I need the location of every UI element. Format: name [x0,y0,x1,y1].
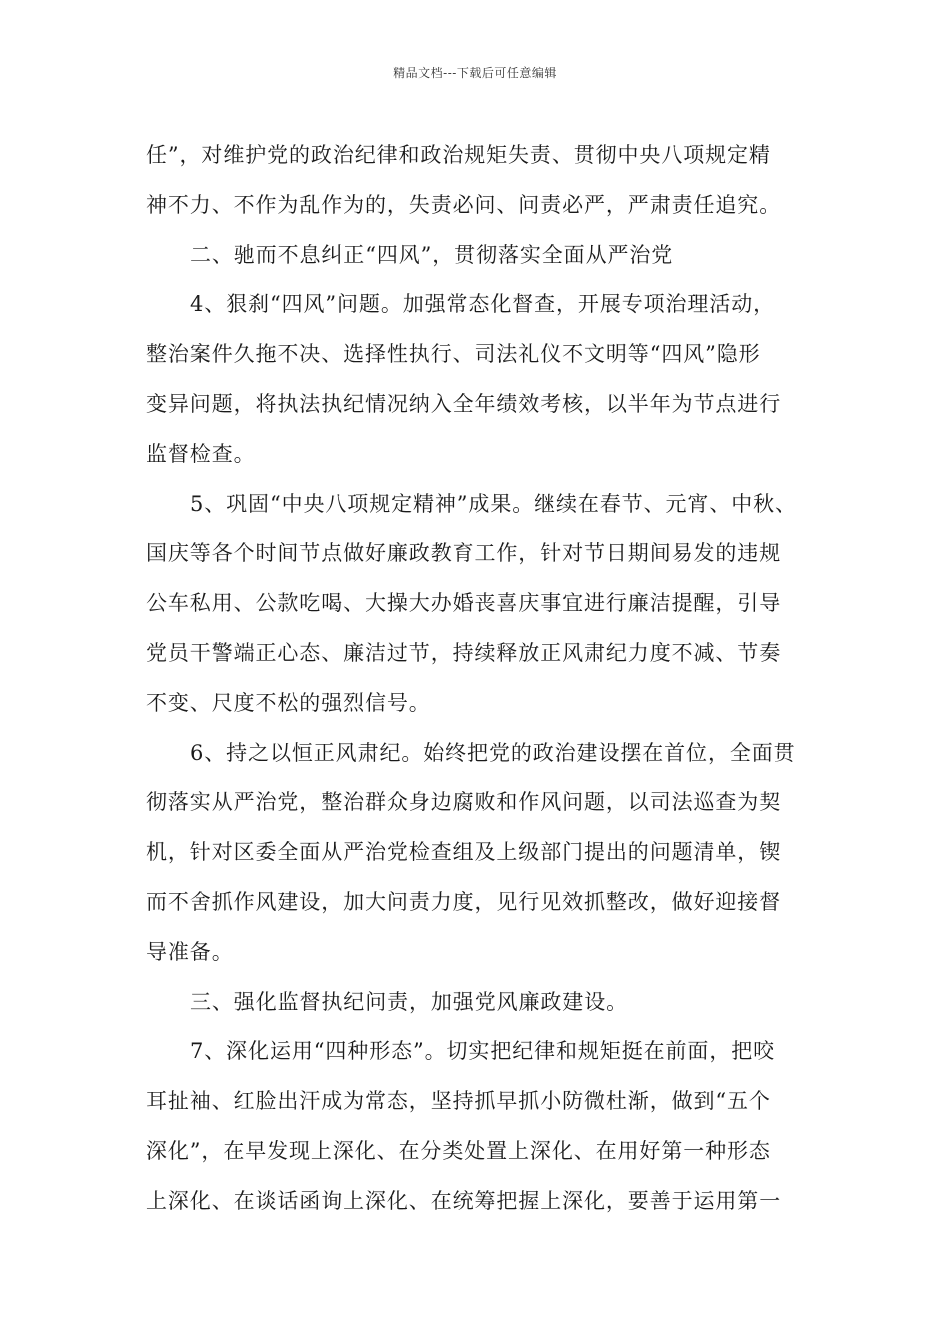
text-line: 上深化、在谈话函询上深化、在统筹把握上深化，要善于运用第一 [146,1188,782,1213]
text-line: 而不舍抓作风建设，加大问责力度，见行见效抓整改，做好迎接督 [146,889,782,914]
text-line: 神不力、不作为乱作为的，失责必问、问责必严，严肃责任追究。 [146,192,782,217]
text-line: 二、驰而不息纠正“四风”，贯彻落实全面从严治党 [190,242,674,267]
text-line: 彻落实从严治党，整治群众身边腐败和作风问题，以司法巡查为契 [146,790,782,815]
text-line: 导准备。 [146,939,234,964]
text-line: 公车私用、公款吃喝、大操大办婚丧喜庆事宜进行廉洁提醒，引导 [146,591,782,616]
document-body [146,131,806,1227]
text-line: 国庆等各个时间节点做好廉政教育工作，针对节日期间易发的违规 [146,541,782,566]
text-line: 4、狠刹“四风”问题。加强常态化督查，开展专项治理活动， [190,292,776,317]
text-line: 整治案件久拖不决、选择性执行、司法礼仪不文明等“四风”隐形 [146,342,761,367]
text-line: 深化”，在早发现上深化、在分类处置上深化、在用好第一种形态 [146,1138,771,1163]
text-line: 任”，对维护党的政治纪律和政治规矩失责、贯彻中央八项规定精 [146,143,771,167]
text-line: 变异问题，将执法执纪情况纳入全年绩效考核，以半年为节点进行 [146,391,782,416]
text-line: 党员干警端正心态、廉洁过节，持续释放正风肃纪力度不减、节奏 [146,640,782,665]
text-line: 不变、尺度不松的强烈信号。 [146,690,431,715]
text-line: 7、深化运用“四种形态”。切实把纪律和规矩挺在前面，把咬 [190,1039,776,1064]
page-header: 精品文档---下载后可任意编辑 [393,66,557,80]
text-line: 6、持之以恒正风肃纪。始终把党的政治建设摆在首位，全面贯 [190,740,796,765]
text-line: 耳扯袖、红脸出汗成为常态，坚持抓早抓小防微杜渐，做到“五个 [146,1089,771,1114]
text-line: 三、强化监督执纪问责，加强党风廉政建设。 [190,989,628,1014]
text-line: 监督检查。 [146,441,256,466]
text-line: 5、巩固“中央八项规定精神”成果。继续在春节、元宵、中秋、 [190,491,797,516]
text-line: 机，针对区委全面从严治党检查组及上级部门提出的问题清单，锲 [146,840,782,865]
